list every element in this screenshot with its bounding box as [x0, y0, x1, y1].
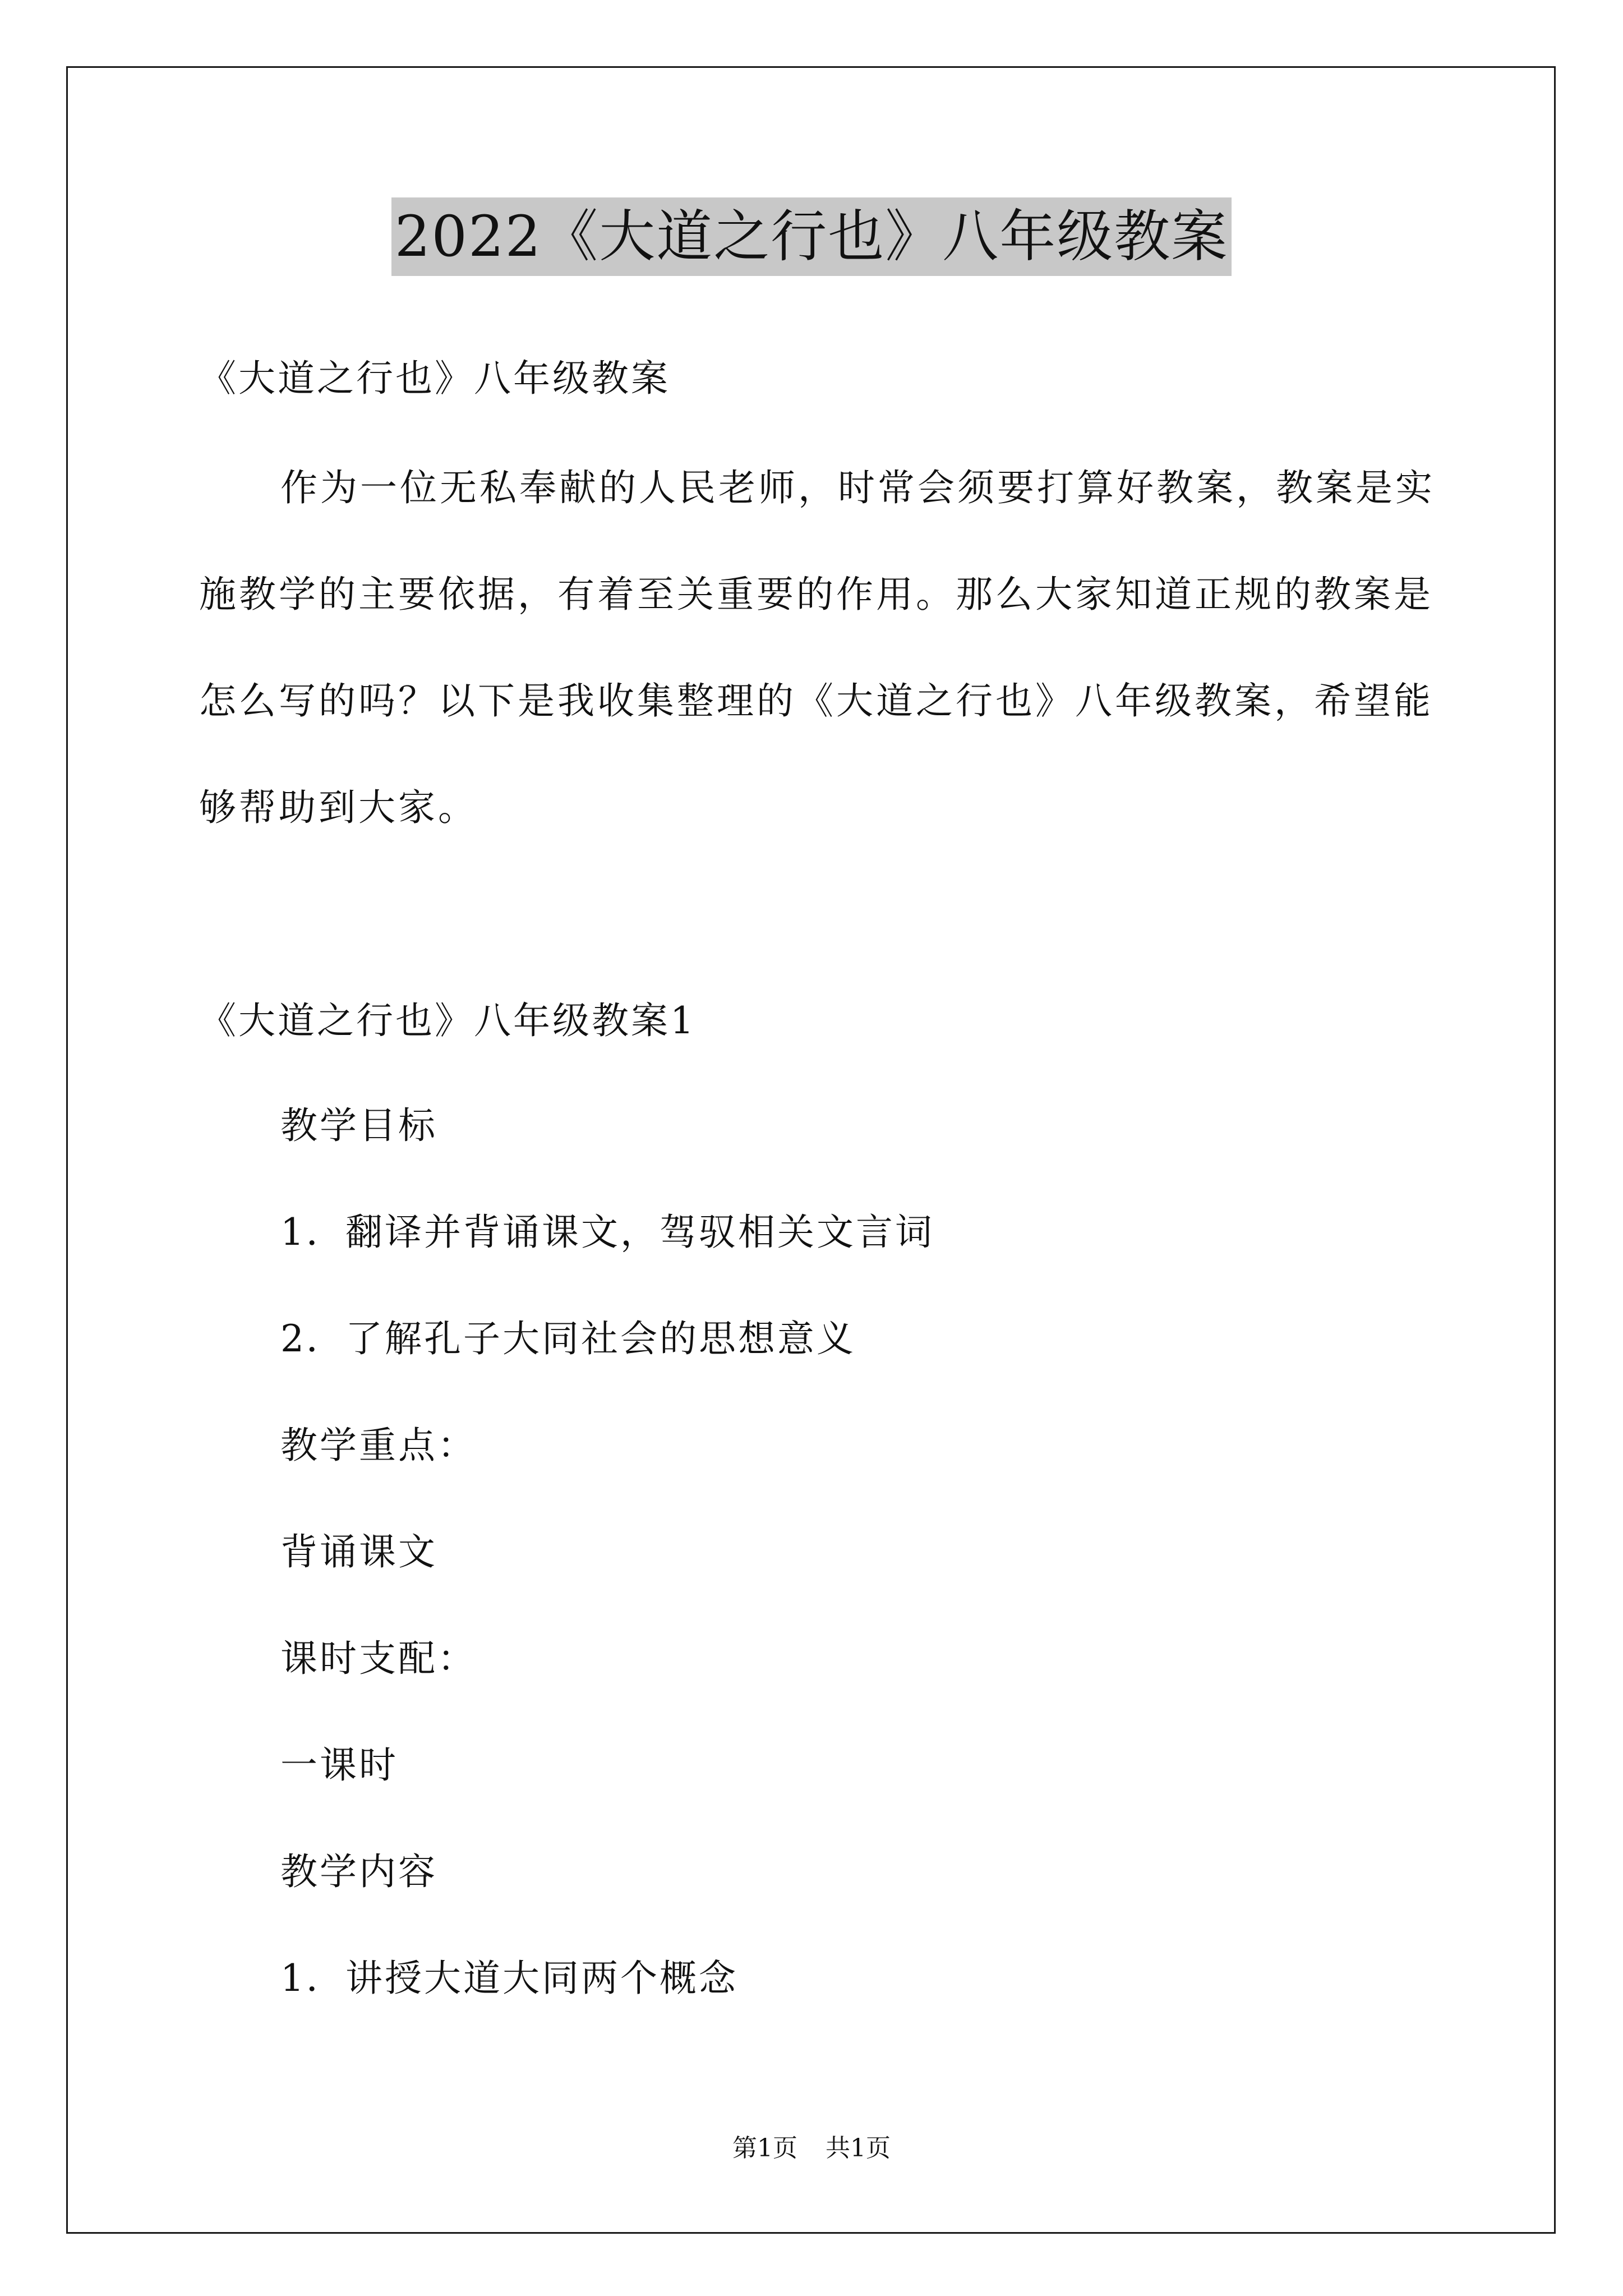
- body-line: 教学目标: [280, 1104, 437, 1147]
- body-line: 教学内容: [280, 1850, 437, 1893]
- body-line: 2．了解孔子大同社会的思想意义: [280, 1317, 856, 1360]
- document-subtitle: 《大道之行也》八年级教案: [199, 357, 670, 400]
- intro-text: 作为一位无私奉献的人民老师，时常会须要打算好教案，教案是实施教学的主要依据，有着至关重要的作用。那么大家知道正规的教案是怎么写的吗？以下是我收集整理的《大道之行也》八年级教案，希望能够帮助到大家。: [199, 466, 1435, 829]
- page-number-current: 第1页: [732, 2134, 797, 2162]
- page-number-total: 共1页: [826, 2134, 891, 2162]
- title-container: [0, 197, 1623, 276]
- body-line: 背诵课文: [280, 1530, 437, 1573]
- document-title: 2022《大道之行也》八年级教案: [391, 197, 1232, 276]
- body-line: 1．讲授大道大同两个概念: [280, 1957, 738, 2000]
- body-line: 课时支配：: [280, 1637, 477, 1680]
- body-line: 1．翻译并背诵课文，驾驭相关文言词: [280, 1211, 934, 1254]
- section-heading: 《大道之行也》八年级教案1: [199, 999, 696, 1042]
- page-footer: [0, 2132, 1623, 2165]
- body-line: 一课时: [280, 1743, 398, 1787]
- intro-paragraph: [199, 435, 1438, 861]
- body-line: 教学重点：: [280, 1424, 477, 1467]
